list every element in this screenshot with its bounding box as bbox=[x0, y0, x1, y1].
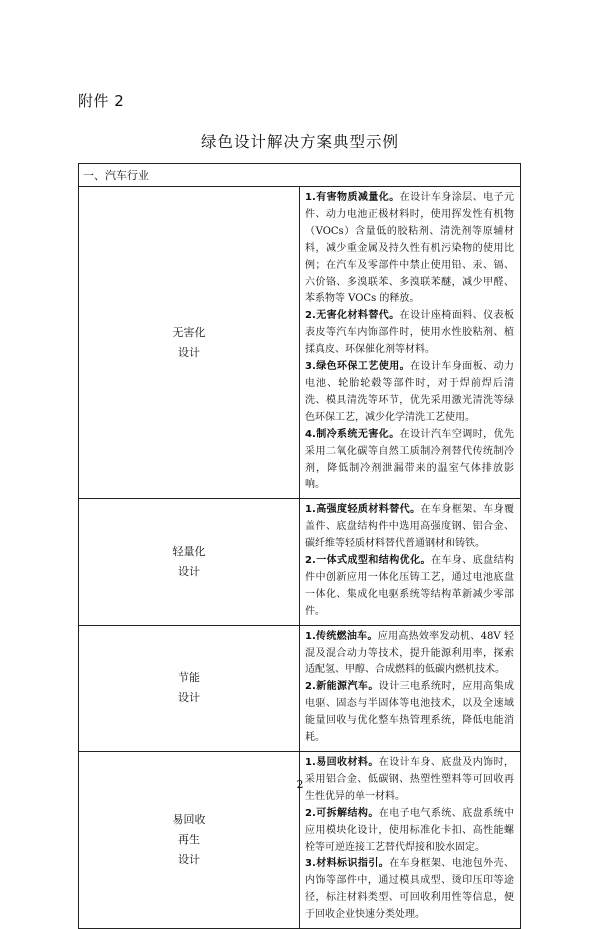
category-line: 再生 bbox=[178, 833, 200, 847]
item-text: 设计三电系统时，应用高集成电驱、固态与半固体等电池技术，以及全速域能量回收与优化整车热管理系统，降低电能消耗。 bbox=[305, 681, 514, 744]
category-cell bbox=[79, 499, 300, 625]
list-item bbox=[305, 553, 514, 621]
content-cell bbox=[300, 499, 521, 625]
category-line: 设计 bbox=[178, 564, 200, 578]
annex-label: 附件 2 bbox=[78, 92, 125, 110]
item-heading: 2.新能源汽车。 bbox=[305, 681, 379, 693]
page-number: 2 bbox=[296, 778, 304, 791]
document-title: 绿色设计解决方案典型示例 bbox=[200, 133, 399, 151]
category-line: 无害化 bbox=[172, 325, 206, 339]
category-cell bbox=[79, 625, 300, 751]
table-row bbox=[79, 187, 521, 499]
list-item bbox=[305, 502, 514, 553]
category-line: 轻量化 bbox=[172, 544, 206, 558]
list-item bbox=[305, 427, 514, 495]
list-item bbox=[305, 190, 514, 308]
item-heading: 4.制冷系统无害化。 bbox=[305, 428, 400, 440]
list-item bbox=[305, 679, 514, 747]
item-heading: 3.材料标识指引。 bbox=[305, 858, 390, 870]
item-heading: 2.无害化材料替代。 bbox=[305, 310, 400, 322]
item-text: 在车身框架、车身覆盖件、底盘结构件中选用高强度钢、铝合金、碳纤维等轻质材料替代普通钢材和铸铁。 bbox=[305, 504, 514, 550]
item-text: 在车身框架、电池包外壳、内饰等部件中，通过模具成型、烫印压印等途径，标注材料类型、可回收利用性等信息，便于回收企业快速分类处理。 bbox=[305, 858, 515, 921]
item-text: 在设计车身涂层、电子元件、动力电池正极材料时，使用挥发性有机物（VOCs）含量低的胶粘剂、清洗剂等原辅材料，减少重金属及持久性有机污染物的使用比例；在汽车及零部件中禁止使用铅、汞、镉、六价铬、多溴联苯、多溴联苯醚，减少甲醛、苯系物等 VOCs 的释放。 bbox=[305, 192, 515, 305]
item-heading: 1.高强度轻质材料替代。 bbox=[305, 504, 421, 516]
list-item bbox=[305, 856, 514, 924]
item-heading: 2.可拆解结构。 bbox=[305, 807, 379, 819]
item-heading: 1.有害物质减量化。 bbox=[305, 192, 400, 203]
item-heading: 3.绿色环保工艺使用。 bbox=[305, 361, 411, 373]
list-item bbox=[305, 308, 514, 359]
section-header-row bbox=[79, 164, 521, 187]
item-heading: 2.一体式成型和结构优化。 bbox=[305, 555, 431, 567]
category-line: 节能 bbox=[178, 671, 200, 685]
item-text: 应用高热效率发动机、48V 轻混及混合动力等技术，提升能源利用率，探索适配氢、甲醇、合成燃料的低碳内燃机技术。 bbox=[305, 630, 514, 676]
category-line: 设计 bbox=[178, 853, 200, 867]
item-text: 在设计座椅面料、仪表板表皮等汽车内饰部件时，使用水性胶粘剂、植揉真皮、环保催化剂等材料。 bbox=[305, 310, 515, 356]
item-heading: 1.传统燃油车。 bbox=[305, 630, 378, 642]
item-text: 在车身、底盘结构件中创新应用一体化压铸工艺，通过电池底盘一体化、集成化电驱系统等结构革新减少零部件。 bbox=[305, 555, 515, 617]
solutions-table bbox=[78, 163, 521, 929]
content-cell bbox=[300, 625, 521, 751]
category-line: 设计 bbox=[178, 345, 200, 359]
table-row bbox=[79, 625, 521, 751]
category-line: 易回收 bbox=[172, 813, 206, 827]
list-item bbox=[305, 629, 514, 680]
category-line: 设计 bbox=[178, 691, 200, 705]
category-cell bbox=[79, 187, 300, 499]
table-row bbox=[79, 499, 521, 625]
section-header: 一、汽车行业 bbox=[79, 164, 521, 187]
content-cell bbox=[300, 187, 521, 499]
item-text: 在设计车身、底盘及内饰时，采用铝合金、低碳钢、热塑性塑料等可回收再生性优异的单一材料。 bbox=[305, 757, 514, 802]
item-text: 在设计车身面板、动力电池、轮胎轮毂等部件时，对于焊前焊后清洗、模具清洗等环节，优先采用激光清洗等绿色环保工艺，减少化学清洗工艺使用。 bbox=[305, 361, 514, 423]
item-text: 在电子电气系统、底盘系统中应用模块化设计，使用标准化卡扣、高性能螺栓等可逆连接工艺替代焊接和胶水固定。 bbox=[305, 807, 514, 853]
item-heading: 1.易回收材料。 bbox=[305, 757, 379, 768]
item-text: 在设计汽车空调时，优先采用二氧化碳等自然工质制冷剂替代传统制冷剂，降低制冷剂泄漏带来的温室气体排放影响。 bbox=[305, 428, 515, 491]
list-item bbox=[305, 359, 514, 427]
